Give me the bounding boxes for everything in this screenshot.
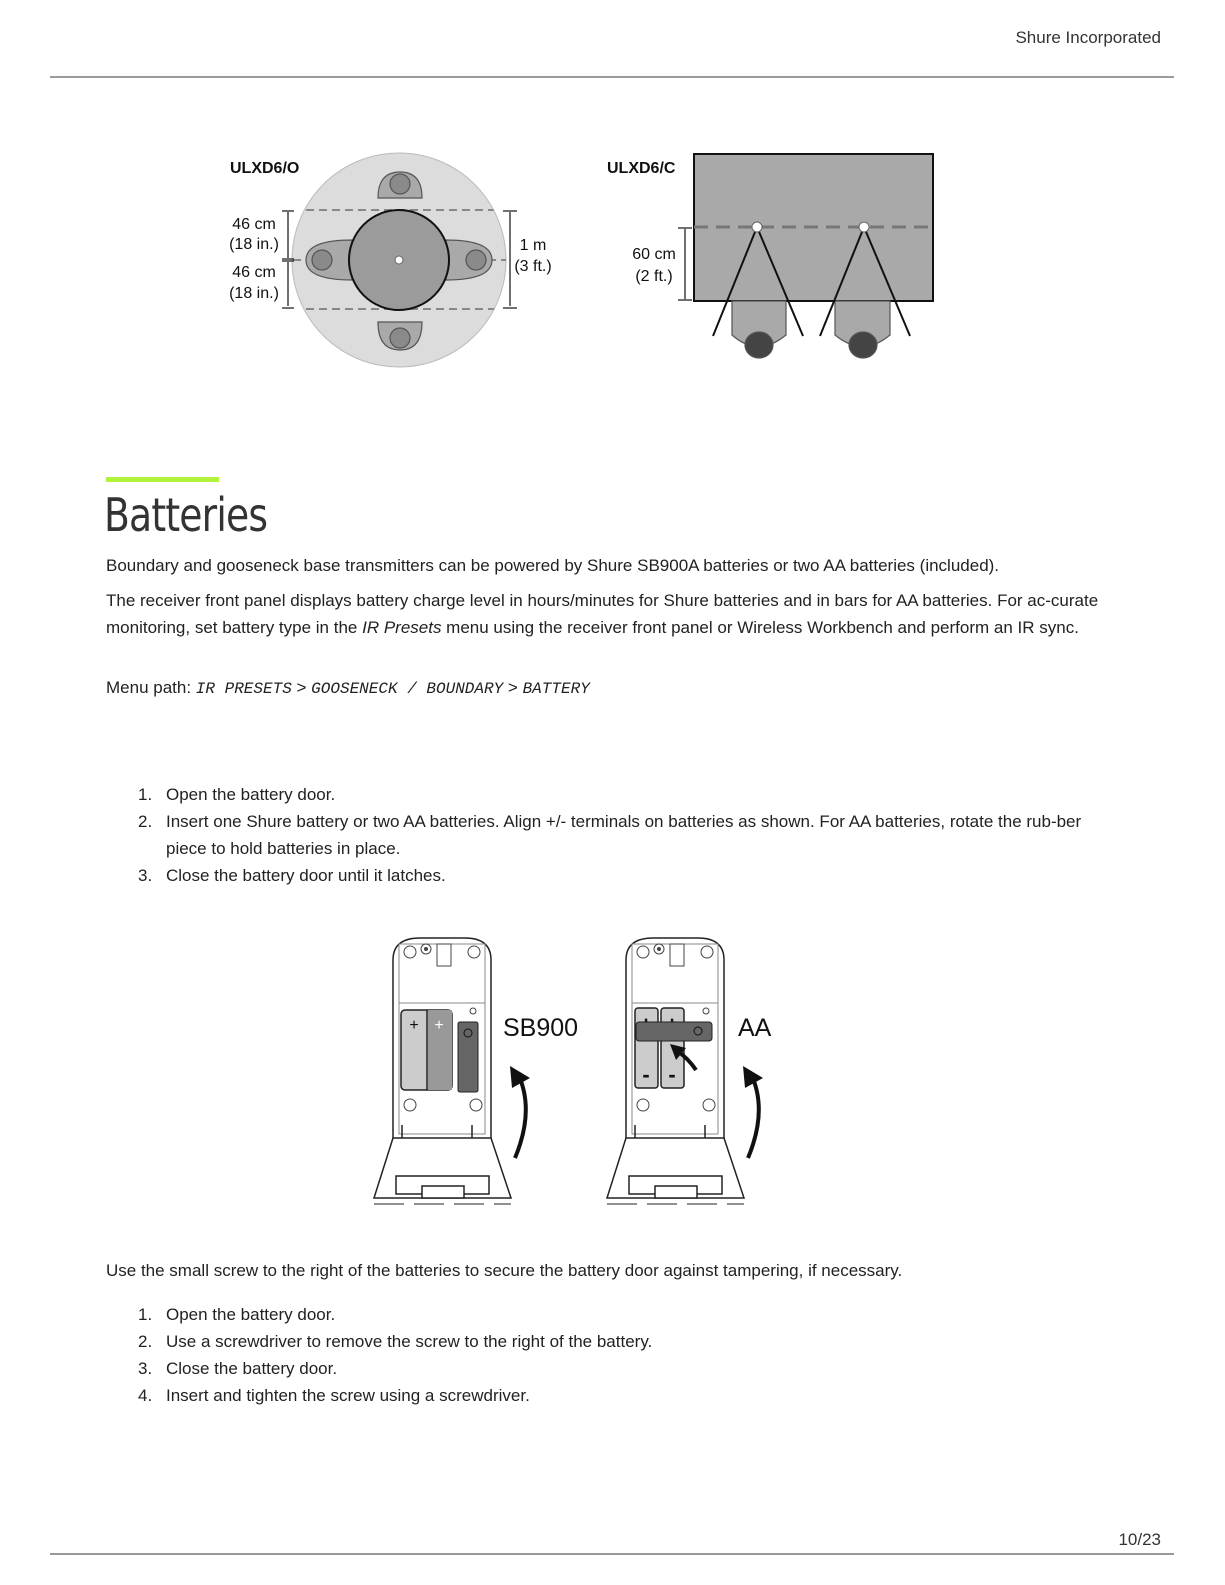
cardioid-label: ULXD6/C [607, 160, 676, 177]
svg-text:46 cm: 46 cm [232, 216, 276, 233]
svg-text:+: + [409, 1017, 419, 1034]
svg-text:46 cm: 46 cm [232, 264, 276, 281]
svg-text:-: - [642, 1062, 650, 1087]
sb900-label: SB900 [503, 1014, 579, 1042]
battery-display-paragraph: The receiver front panel displays battery charge level in hours/minutes for Shure batteries and in bars for AA batteries. For ac-curate monitoring, set battery type in the IR Presets menu using the receiver front panel or Wireless Workbench and perform an IR sync. [106, 591, 1099, 637]
list-item: 3. Close the battery door until it latches. [138, 866, 446, 885]
battery-install-figure [0, 930, 1225, 1220]
svg-text:(18 in.): (18 in.) [229, 236, 279, 253]
list-item: 2. Insert one Shure battery or two AA batteries. Align +/- terminals on batteries as shown. For AA batteries, rotate the rub-ber piece to hold batteries in place. [138, 812, 1082, 858]
svg-text:(2 ft.): (2 ft.) [635, 268, 673, 285]
sb900-unit [374, 938, 578, 1204]
cardioid-table-diagram [607, 154, 933, 358]
header-rule [50, 76, 1174, 78]
intro-paragraph: Boundary and gooseneck base transmitters can be powered by Shure SB900A batteries or two AA batteries (included). [106, 556, 1000, 575]
svg-text:+: + [434, 1017, 444, 1034]
section-title: Batteries [104, 488, 268, 542]
list-item: 1. Open the battery door. [138, 785, 336, 804]
svg-text:1 m: 1 m [519, 237, 547, 254]
svg-text:(3 ft.): (3 ft.) [514, 258, 552, 275]
list-item: 1. Open the battery door. [138, 1305, 336, 1324]
aa-label: AA [738, 1014, 772, 1042]
omni-table-diagram [229, 153, 552, 367]
pickup-diagram-figure [0, 140, 1225, 380]
list-item: 2. Use a screwdriver to remove the screw to the right of the battery. [138, 1332, 653, 1351]
section-accent-bar [106, 477, 219, 482]
omni-label: ULXD6/O [230, 160, 300, 177]
screw-paragraph: Use the small screw to the right of the batteries to secure the battery door against tampering, if necessary. [106, 1261, 903, 1280]
svg-text:(18 in.): (18 in.) [229, 285, 279, 302]
footer-rule [50, 1553, 1174, 1555]
svg-text:60 cm: 60 cm [632, 246, 676, 263]
list-item: 3. Close the battery door. [138, 1359, 338, 1378]
page-number: 10/23 [1118, 1530, 1161, 1549]
list-item: 4. Insert and tighten the screw using a screwdriver. [138, 1386, 530, 1405]
menu-path: Menu path: IR PRESETS > GOOSENECK / BOUNDARY > BATTERY [106, 678, 590, 698]
svg-text:-: - [668, 1062, 676, 1087]
aa-unit [607, 938, 772, 1204]
screw-steps [106, 1301, 1116, 1409]
install-steps [106, 781, 1116, 889]
header-company: Shure Incorporated [1015, 28, 1161, 47]
